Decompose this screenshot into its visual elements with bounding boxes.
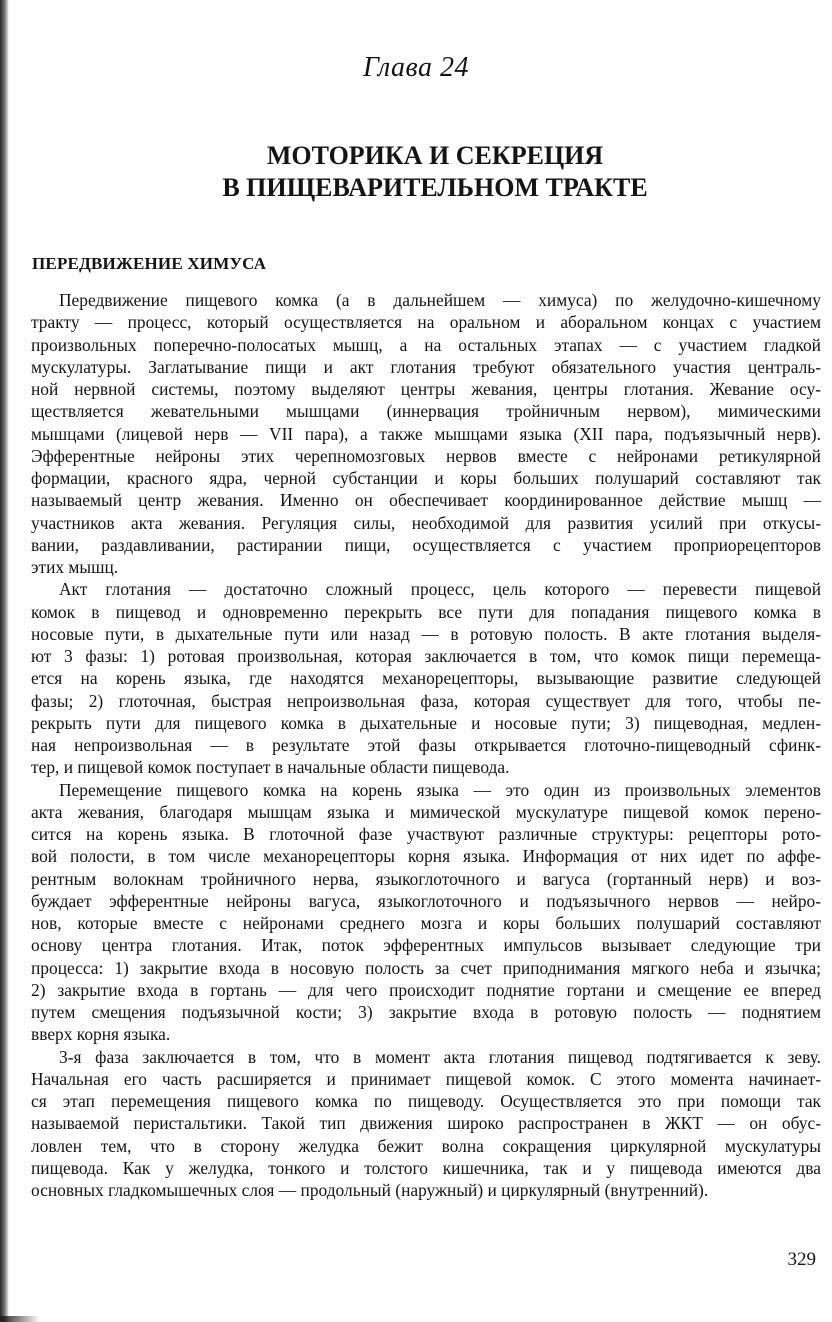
text-line: Передвижение пищевого комка (а в дальнейшем — химуса) по желудочно-кишечному	[59, 290, 821, 310]
text-line: комок в пищевод и одновременно перекрыть все пути для попадания пищевого комка в	[31, 601, 821, 622]
text-line: произвольных поперечно-полосатых мышц, а на остальных этапах — с участием гладкой	[31, 334, 821, 355]
text-line: этих мышц.	[31, 557, 119, 577]
text-line: формации, красного ядра, черной субстанции и коры больших полушарий составляют так	[31, 468, 821, 488]
text-line: Акт глотания — достаточно сложный процесс, цель которого — перевести пищевой	[59, 579, 821, 600]
text-line: акта жевания, благодаря мышцам языка и мимической мускулатуре пищевой комок перено-	[31, 801, 821, 822]
text-line: тер, и пищевой комок поступает в начальные области пищевода.	[31, 757, 510, 778]
paragraph	[31, 578, 821, 778]
text-line: 2) закрытие входа в гортань — для чего происходит поднятие гортани и смещение ее вперед	[31, 979, 821, 1000]
body-text	[31, 289, 821, 1201]
text-line: участников акта жевания. Регуляция силы, необходимой для развития усилий при откусы-	[31, 512, 821, 533]
paragraph	[31, 779, 821, 1046]
chapter-title-line-2: В ПИЩЕВАРИТЕЛЬНОМ ТРАКТЕ	[222, 173, 648, 202]
text-line: вверх корня языка.	[31, 1024, 171, 1045]
text-line: мышцами (лицевой нерв — VII пара), а также мышцами языка (XII пара, подъязычный нерв).	[31, 423, 821, 444]
text-line: ной нервной системы, поэтому выделяют центры жевания, центры глотания. Жевание осу-	[31, 379, 821, 399]
text-line: путем смещения подъязычной кости; 3) закрытие входа в ротовую полость — поднятием	[31, 1002, 821, 1022]
chapter-label: Глава 24	[363, 52, 469, 83]
text-line: называемой перистальтики. Такой тип движения широко распространен в ЖКТ — он обус-	[31, 1113, 821, 1134]
text-line: Начальная его часть расширяется и принимает пищевой комок. С этого момента начинает-	[31, 1068, 821, 1089]
text-line: называемый центр жевания. Именно он обеспечивает координированное действие мышц —	[31, 490, 821, 511]
text-line: Перемещение пищевого комка на корень языка — это один из произвольных элементов	[59, 779, 821, 800]
text-line: ется на корень языка, где находятся механорецепторы, вызывающие развитие следующей	[31, 668, 821, 689]
text-line: ществляется жевательными мышцами (иннервация тройничным нервом), мимическими	[31, 401, 821, 422]
text-line: ют 3 фазы: 1) ротовая произвольная, которая заключается в том, что комок пищи перемеща-	[31, 646, 821, 666]
page-number: 329	[787, 1249, 816, 1270]
text-line: процесса: 1) закрытие входа в носовую полость за счет приподнимания мягкого неба и язычка;	[31, 957, 821, 978]
text-line: фазы; 2) глоточная, быстрая непроизвольная фаза, которая существует для того, чтобы пе-	[31, 690, 821, 711]
section-heading: ПЕРЕДВИЖЕНИЕ ХИМУСА	[32, 254, 267, 273]
text-line: сится на корень языка. В глоточной фазе участвуют различные структуры: рецепторы рото-	[31, 824, 821, 844]
text-line: нов, которые вместе с нейронами среднего мозга и коры больших полушарий составляют	[31, 913, 821, 933]
text-line: мускулатуры. Заглатывание пищи и акт глотания требуют обязательного участия централь-	[31, 356, 821, 377]
text-line: основных гладкомышечных слоя — продольный (наружный) и циркулярный (внутренний).	[31, 1180, 709, 1200]
text-line: пищевода. Как у желудка, тонкого и толстого кишечника, так и у пищевода имеются два	[31, 1157, 821, 1178]
paragraph	[31, 289, 821, 578]
text-line: рентным волокнам тройничного нерва, языкоглоточного и вагуса (гортанный нерв) и воз-	[31, 868, 821, 889]
chapter-title	[0, 140, 832, 204]
text-line: носовые пути, в дыхательные пути или назад — в ротовую полость. В акте глотания выделя-	[31, 623, 821, 644]
text-line: буждает эфферентные нейроны вагуса, языкоглоточного и подъязычного нервов — нейро-	[31, 890, 821, 911]
chapter-title-line-1: МОТОРИКА И СЕКРЕЦИЯ	[266, 141, 604, 170]
text-line: Эфферентные нейроны этих черепномозговых нервов вместе с нейронами ретикулярной	[31, 445, 821, 466]
text-line: основу центра глотания. Итак, поток эфферентных импульсов вызывает следующие три	[31, 935, 821, 956]
text-line: 3-я фаза заключается в том, что в момент акта глотания пищевод подтягивается к зеву.	[59, 1046, 821, 1067]
text-line: вой полости, в том числе механорецепторы корня языка. Информация от них идет по аффе-	[31, 846, 821, 867]
text-line: тракту — процесс, который осуществляется на оральном и аборальном концах с участием	[31, 312, 821, 333]
paragraph	[31, 1046, 821, 1202]
text-line: рекрыть пути для пищевого комка в дыхательные и носовые пути; 3) пищеводная, медлен-	[31, 712, 821, 733]
text-line: ловлен тем, что в сторону желудка бежит волна сокращения циркулярной мускулатуры	[31, 1135, 821, 1156]
text-line: вании, раздавливании, растирании пищи, осуществляется с участием проприорецепторов	[31, 534, 821, 555]
text-line: ная непроизвольная — в результате этой фазы открывается глоточно-пищеводный сфинк-	[31, 735, 821, 755]
text-line: ся этап перемещения пищевого комка по пищеводу. Осуществляется это при помощи так	[31, 1091, 821, 1111]
scan-edge-corner	[0, 1316, 40, 1322]
